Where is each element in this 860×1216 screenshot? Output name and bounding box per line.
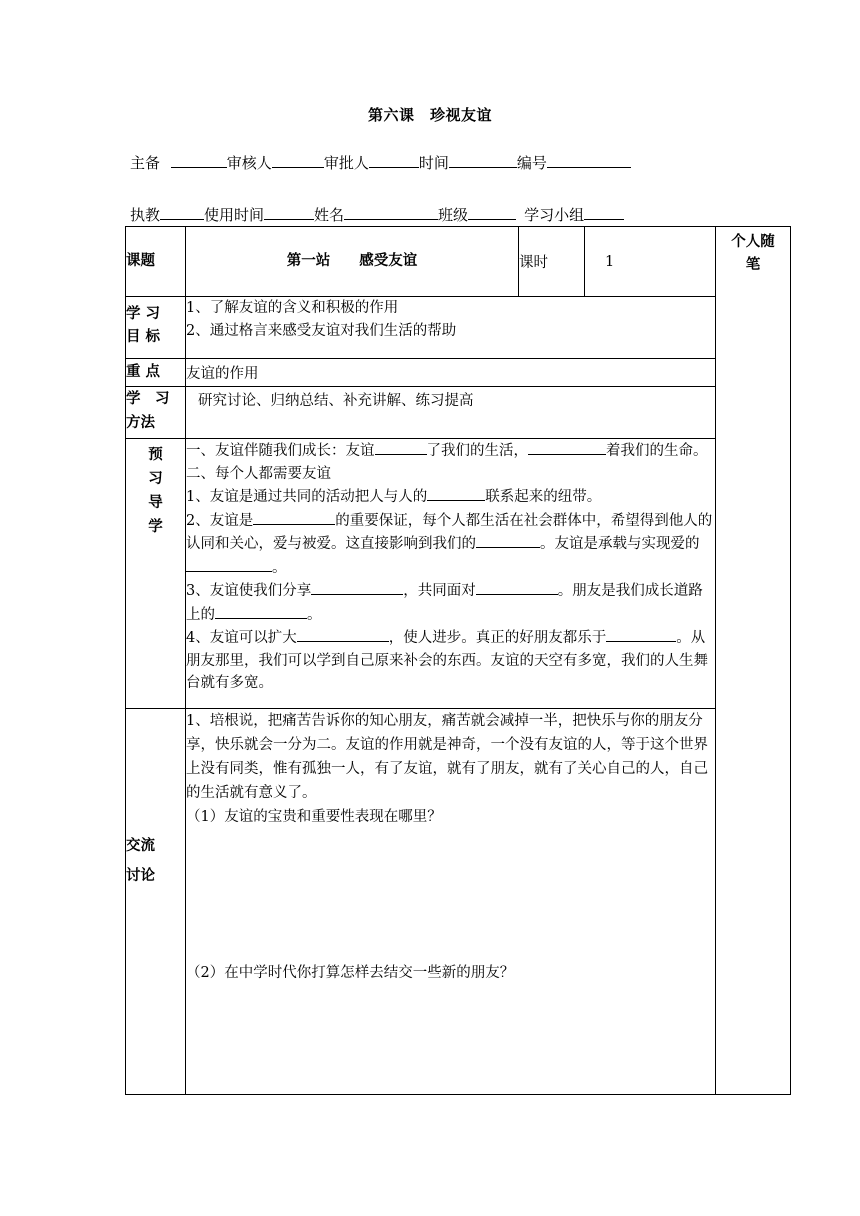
preview-text: 。 [307,606,322,623]
label-shiyong-shijian: 使用时间 [204,206,265,224]
preview-text: 4、友谊可以扩大 [186,630,297,646]
preview-paragraph [186,509,715,580]
blank-zhijiao[interactable] [160,205,204,220]
cell-keti-value [186,227,519,297]
preview-paragraph [186,439,715,463]
cell-focus-label [126,359,186,387]
focus-label: 重 点 [126,364,161,380]
preview-text: 。朋友是我们成长道路上的 [186,583,703,623]
cell-notes[interactable] [716,227,791,1095]
preview-text: 1、友谊是通过共同的活动把人与人的 [186,489,428,505]
goal-item: 1、了解友谊的含义和积极的作用 [186,300,399,316]
blank-banji[interactable] [468,205,516,220]
discuss-question: （1）友谊的宝贵和重要性表现在哪里？ [186,809,442,825]
label-zhubei: 主备 [130,154,161,172]
cell-keti-label [126,227,186,297]
cell-discuss [186,709,716,1095]
row-topic [126,227,791,297]
preview-paragraph [186,626,715,695]
row-preview [126,439,791,709]
cell-focus [186,359,716,387]
info-line-staff [130,152,631,173]
preview-text: 的重要保证，每个人都生活在社会群体中，希望得到他人的认同和关心，爱与被爱。这直接影响到我们的 [186,512,713,552]
goal-item: 2、通过格言来感受友谊对我们生活的帮助 [186,323,457,339]
preview-paragraph [186,485,715,509]
cell-keshi-value [585,227,716,297]
info-line-class [130,204,624,225]
blank-bianhao[interactable] [547,153,631,168]
cell-method [186,387,716,439]
cell-preview [186,439,716,709]
fill-blank[interactable] [311,579,403,595]
label-bianhao: 编号 [516,154,547,172]
preview-text: ，使人进步。真正的好朋友都乐于 [388,630,607,646]
row-focus [126,359,791,387]
preview-text: 3、友谊使我们分享 [186,583,312,599]
label-xingming: 姓名 [314,206,345,224]
keti-label: 课题 [126,253,155,269]
page-title: 第六课 珍视友谊 [367,106,492,124]
preview-text: 。 [272,559,287,576]
fill-blank[interactable] [427,485,485,501]
cell-method-label [126,387,186,439]
method-label: 学 习方法 [126,391,170,431]
preview-paragraph [186,579,715,626]
row-goals [126,297,791,359]
discuss-paragraph: 1、培根说，把痛苦告诉你的知心朋友，痛苦就会减掉一半，把快乐与你的朋友分享，快乐就会一分为二。友谊的作用就是神奇，一个没有友谊的人，等于这个世界上没有同类，惟有孤独一人，有了友谊，就有了朋友，就有了关心自己的人，自己的生活就有意义了。 [186,713,708,801]
preview-text: 着我们的生命。 [606,443,708,459]
blank-shiyong-shijian[interactable] [264,205,314,220]
cell-goals-label [126,297,186,359]
cell-keshi-label [519,227,585,297]
label-shenheren: 审核人 [226,154,272,172]
fill-blank[interactable] [375,439,427,455]
fill-blank[interactable] [528,439,606,455]
keshi-value: 1 [605,253,615,270]
row-discuss [126,709,791,1095]
preview-text: 一、友谊伴随我们成长：友谊 [186,443,375,459]
answer-area[interactable] [186,829,715,961]
fill-blank[interactable] [476,579,558,595]
fill-blank[interactable] [253,509,335,525]
row-method [126,387,791,439]
label-banji: 班级 [438,206,469,224]
label-zhijiao: 执教 [130,206,161,224]
label-shijian: 时间 [418,154,449,172]
preview-text: 。从朋友那里，我们可以学到自己原来补会的东西。友谊的天空有多宽，我们的人生舞台就有多宽。 [186,630,708,691]
preview-text: 了我们的生活， [426,443,528,459]
blank-shenheren[interactable] [272,153,324,168]
preview-text: 联系起来的纽带。 [485,489,602,505]
notes-label: 个人随笔 [731,234,775,273]
answer-area[interactable] [186,985,715,1081]
goals-label: 学 习目 标 [126,306,161,345]
fill-blank[interactable] [606,626,676,642]
cell-preview-label [126,439,186,709]
method-value: 研究讨论、归纳总结、补充讲解、练习提高 [198,393,474,409]
preview-text: 。友谊是承载与实现爱的 [540,536,700,552]
cell-discuss-label [126,709,186,1095]
fill-blank[interactable] [476,532,540,548]
keshi-label: 课时 [519,255,548,271]
label-shenpiren: 审批人 [323,154,369,172]
blank-xuexi-xiaozu[interactable] [584,205,624,220]
discuss-question: （2）在中学时代你打算怎样去结交一些新的朋友？ [186,965,515,981]
fill-blank[interactable] [186,556,272,572]
preview-text: 2、友谊是 [186,512,254,529]
blank-xingming[interactable] [344,205,438,220]
fill-blank[interactable] [297,626,389,642]
discuss-label: 交流讨论 [126,838,155,884]
blank-zhubei[interactable] [171,153,227,168]
lesson-table [125,226,791,1095]
fill-blank[interactable] [215,603,307,619]
keti-value: 第一站 感受友谊 [286,253,418,269]
focus-value: 友谊的作用 [186,366,259,382]
cell-goals [186,297,716,359]
blank-shenpiren[interactable] [369,153,419,168]
preview-text: ，共同面对 [403,583,476,599]
label-xuexi-xiaozu: 学习小组 [524,206,585,224]
preview-paragraph: 二、每个人都需要友谊 [186,465,331,482]
blank-shijian[interactable] [449,153,517,168]
preview-label: 预习导学 [148,447,163,535]
